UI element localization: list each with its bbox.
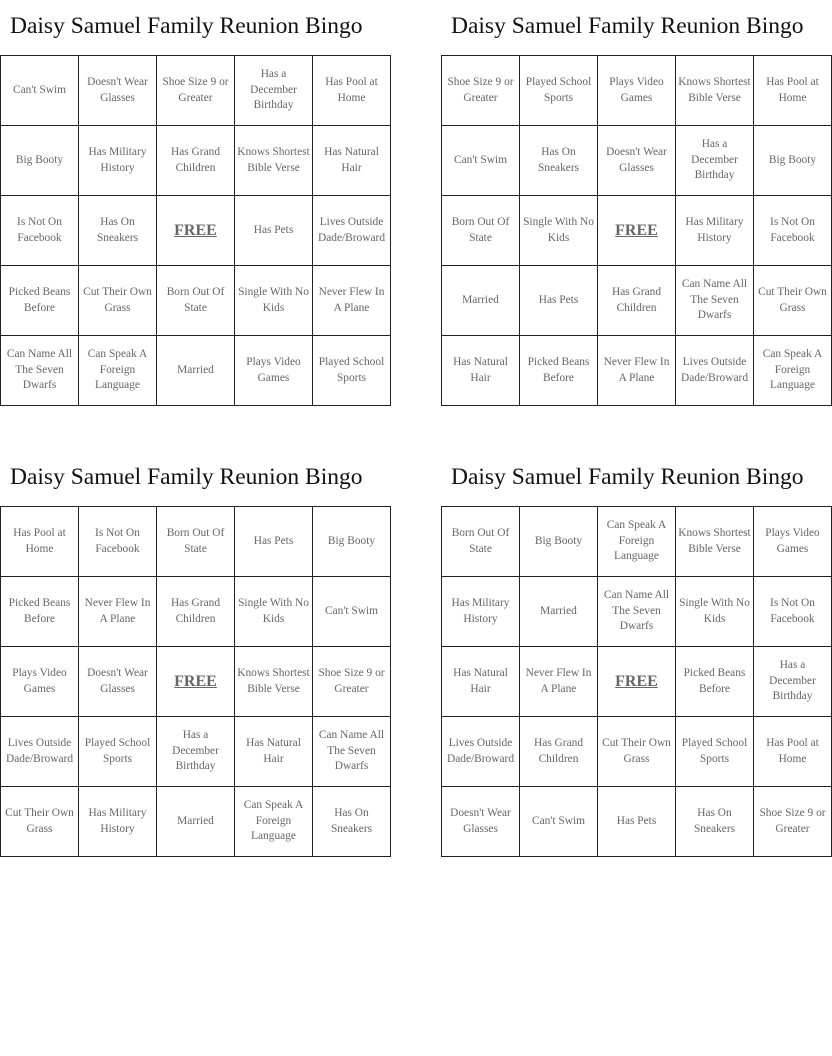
bingo-grid	[441, 55, 832, 406]
bingo-cell: Has Military History	[79, 126, 157, 196]
bingo-cell: Knows Shortest Bible Verse	[235, 647, 313, 717]
bingo-cell: Lives Outside Dade/Broward	[313, 196, 391, 266]
bingo-cell: Has Natural Hair	[313, 126, 391, 196]
bingo-cell: Single With No Kids	[235, 577, 313, 647]
bingo-card-4	[441, 451, 826, 857]
grid-row	[1, 196, 391, 266]
bingo-card-2	[441, 0, 827, 406]
bingo-cell: Can Name All The Seven Dwarfs	[598, 577, 676, 647]
bingo-cell: Can't Swim	[442, 126, 520, 196]
bingo-cell: Played School Sports	[79, 717, 157, 787]
bingo-cell: Is Not On Facebook	[1, 196, 79, 266]
card-title: Daisy Samuel Family Reunion Bingo	[451, 13, 804, 39]
grid-row	[442, 507, 832, 577]
bingo-cell: Born Out Of State	[442, 196, 520, 266]
bingo-cell: Has a December Birthday	[676, 126, 754, 196]
bingo-cell: Shoe Size 9 or Greater	[442, 56, 520, 126]
bingo-cell: Cut Their Own Grass	[1, 787, 79, 857]
bingo-card-3	[0, 451, 385, 857]
free-space: FREE	[157, 647, 235, 717]
bingo-cell: Big Booty	[313, 507, 391, 577]
bingo-cell: Single With No Kids	[676, 577, 754, 647]
bingo-cell: Can Name All The Seven Dwarfs	[676, 266, 754, 336]
bingo-cell: Lives Outside Dade/Broward	[1, 717, 79, 787]
bingo-cell: Doesn't Wear Glasses	[442, 787, 520, 857]
bingo-grid	[0, 506, 391, 857]
bingo-cell: Can Name All The Seven Dwarfs	[1, 336, 79, 406]
bingo-cell: Picked Beans Before	[676, 647, 754, 717]
bingo-cell: Married	[157, 336, 235, 406]
grid-row	[442, 577, 832, 647]
grid-row	[442, 787, 832, 857]
bingo-cell: Never Flew In A Plane	[79, 577, 157, 647]
bingo-cell: Has a December Birthday	[754, 647, 832, 717]
bingo-cell: Married	[442, 266, 520, 336]
bingo-cell: Has a December Birthday	[157, 717, 235, 787]
bingo-cell: Has Grand Children	[520, 717, 598, 787]
grid-row	[1, 336, 391, 406]
bingo-cell: Shoe Size 9 or Greater	[754, 787, 832, 857]
bingo-cell: Has Grand Children	[157, 577, 235, 647]
grid-row	[1, 507, 391, 577]
card-title: Daisy Samuel Family Reunion Bingo	[10, 464, 363, 490]
bingo-cell: Cut Their Own Grass	[598, 717, 676, 787]
bingo-cell: Can't Swim	[313, 577, 391, 647]
bingo-cell: Has Grand Children	[157, 126, 235, 196]
bingo-cell: Born Out Of State	[442, 507, 520, 577]
bingo-cell: Played School Sports	[676, 717, 754, 787]
grid-row	[1, 717, 391, 787]
bingo-cell: Has Pool at Home	[1, 507, 79, 577]
bingo-cell: Has Pool at Home	[754, 717, 832, 787]
bingo-cell: Single With No Kids	[520, 196, 598, 266]
bingo-cell: Can Speak A Foreign Language	[598, 507, 676, 577]
bingo-cell: Has Military History	[79, 787, 157, 857]
bingo-cell: Has Natural Hair	[442, 647, 520, 717]
free-space: FREE	[157, 196, 235, 266]
grid-row	[1, 266, 391, 336]
bingo-cell: Played School Sports	[313, 336, 391, 406]
bingo-cell: Has Pool at Home	[313, 56, 391, 126]
bingo-cell: Shoe Size 9 or Greater	[313, 647, 391, 717]
bingo-cell: Knows Shortest Bible Verse	[676, 56, 754, 126]
bingo-cell: Has Natural Hair	[442, 336, 520, 406]
bingo-cell: Plays Video Games	[1, 647, 79, 717]
bingo-cell: Has a December Birthday	[235, 56, 313, 126]
grid-row	[442, 266, 832, 336]
grid-row	[442, 196, 832, 266]
bingo-grid	[0, 55, 391, 406]
bingo-cell: Picked Beans Before	[1, 577, 79, 647]
bingo-cell: Can Speak A Foreign Language	[79, 336, 157, 406]
free-space: FREE	[598, 647, 676, 717]
bingo-cell: Never Flew In A Plane	[598, 336, 676, 406]
bingo-cell: Big Booty	[1, 126, 79, 196]
bingo-cell: Lives Outside Dade/Broward	[676, 336, 754, 406]
bingo-cell: Has Pets	[520, 266, 598, 336]
bingo-cell: Picked Beans Before	[520, 336, 598, 406]
free-space: FREE	[598, 196, 676, 266]
bingo-cell: Has Military History	[442, 577, 520, 647]
bingo-cell: Has On Sneakers	[79, 196, 157, 266]
grid-row	[1, 56, 391, 126]
bingo-cell: Has Grand Children	[598, 266, 676, 336]
bingo-cell: Lives Outside Dade/Broward	[442, 717, 520, 787]
bingo-cell: Shoe Size 9 or Greater	[157, 56, 235, 126]
grid-row	[1, 787, 391, 857]
grid-row	[1, 647, 391, 717]
bingo-cell: Is Not On Facebook	[79, 507, 157, 577]
bingo-cell: Can Name All The Seven Dwarfs	[313, 717, 391, 787]
bingo-cell: Is Not On Facebook	[754, 577, 832, 647]
bingo-cell: Big Booty	[754, 126, 832, 196]
card-title: Daisy Samuel Family Reunion Bingo	[451, 464, 804, 490]
bingo-cell: Has On Sneakers	[676, 787, 754, 857]
bingo-cell: Married	[520, 577, 598, 647]
bingo-cell: Plays Video Games	[598, 56, 676, 126]
bingo-cell: Never Flew In A Plane	[313, 266, 391, 336]
bingo-cell: Can Speak A Foreign Language	[754, 336, 832, 406]
grid-row	[1, 577, 391, 647]
grid-row	[442, 336, 832, 406]
bingo-cell: Knows Shortest Bible Verse	[676, 507, 754, 577]
bingo-cell: Big Booty	[520, 507, 598, 577]
bingo-cell: Has Pets	[598, 787, 676, 857]
bingo-cell: Picked Beans Before	[1, 266, 79, 336]
bingo-cell: Plays Video Games	[754, 507, 832, 577]
grid-row	[442, 717, 832, 787]
bingo-cell: Can't Swim	[1, 56, 79, 126]
bingo-cell: Has Military History	[676, 196, 754, 266]
bingo-cell: Born Out Of State	[157, 507, 235, 577]
bingo-cell: Doesn't Wear Glasses	[79, 647, 157, 717]
bingo-card-1	[0, 0, 386, 406]
grid-row	[442, 647, 832, 717]
bingo-cell: Married	[157, 787, 235, 857]
grid-row	[1, 126, 391, 196]
bingo-cell: Doesn't Wear Glasses	[79, 56, 157, 126]
bingo-cell: Has Pool at Home	[754, 56, 832, 126]
bingo-cell: Has Pets	[235, 507, 313, 577]
bingo-cell: Has On Sneakers	[313, 787, 391, 857]
bingo-cell: Has On Sneakers	[520, 126, 598, 196]
bingo-cell: Single With No Kids	[235, 266, 313, 336]
bingo-cell: Is Not On Facebook	[754, 196, 832, 266]
bingo-cell: Played School Sports	[520, 56, 598, 126]
card-title: Daisy Samuel Family Reunion Bingo	[10, 13, 363, 39]
grid-row	[442, 56, 832, 126]
bingo-cell: Has Pets	[235, 196, 313, 266]
bingo-cell: Knows Shortest Bible Verse	[235, 126, 313, 196]
grid-row	[442, 126, 832, 196]
bingo-cell: Can't Swim	[520, 787, 598, 857]
bingo-cell: Has Natural Hair	[235, 717, 313, 787]
bingo-cell: Born Out Of State	[157, 266, 235, 336]
bingo-cell: Cut Their Own Grass	[754, 266, 832, 336]
bingo-grid	[441, 506, 832, 857]
bingo-cell: Doesn't Wear Glasses	[598, 126, 676, 196]
bingo-cell: Can Speak A Foreign Language	[235, 787, 313, 857]
bingo-cell: Plays Video Games	[235, 336, 313, 406]
bingo-cell: Never Flew In A Plane	[520, 647, 598, 717]
bingo-cell: Cut Their Own Grass	[79, 266, 157, 336]
